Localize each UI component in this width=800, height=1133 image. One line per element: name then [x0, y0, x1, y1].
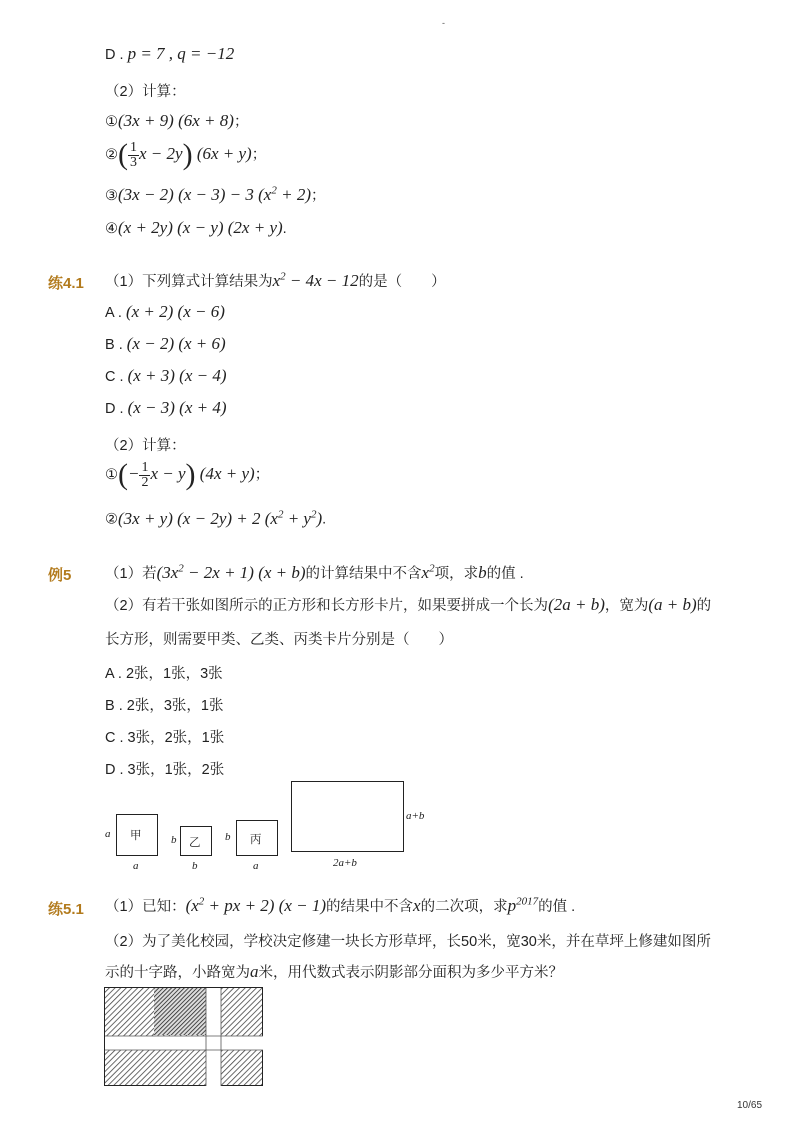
example-5-q1: （1）若$(3x^2 - 2x + 1) (x + b)$的计算结果中不含$x^2$项，求b的值 . — [105, 562, 524, 582]
card-bing — [236, 820, 278, 856]
option-d-line — [105, 44, 234, 64]
item-math: x − 2y — [139, 143, 183, 163]
part2-heading: （2）计算： — [105, 84, 186, 100]
calc-item-4 — [105, 218, 287, 238]
card-yi-label: 乙 — [189, 837, 201, 849]
example-5-q2-line1: （2）有若干张如图所示的正方形和长方形卡片，如果要拼成一个长为(2a + b)，宽为(a + b)的 — [105, 595, 712, 614]
item-number: ③ — [105, 188, 118, 204]
calc-item-2: ②(3x + y) (x − 2y) + 2 $(x^2 + y^2)$. — [105, 508, 327, 528]
item-tail: ； — [311, 188, 326, 204]
calc-item-3: ③(3x − 2) (x − 3) − 3 $(x^2 + 2)$； — [105, 184, 326, 204]
horizontal-road — [105, 1036, 263, 1050]
item-math: (x + 2y) (x − y) (2x + y) — [118, 218, 283, 237]
card-yi-bottom: b — [192, 860, 198, 872]
card-yi — [180, 826, 212, 856]
calc-item-1: ①(− $\frac{1}{2}$ x − y) (4x + y)； — [105, 458, 270, 491]
option-c: C . 3张，2张，1张 — [105, 730, 225, 746]
card-jia — [116, 814, 158, 856]
option-d-key: D . — [105, 47, 128, 63]
card-yi-side: b — [171, 834, 177, 846]
page-number: 10/65 — [737, 1100, 763, 1111]
item-math-after: (6x + y) — [196, 143, 252, 163]
exercise-4-1-q1: （1）下列算式计算结果为$x^2 - 4x - 12$的是（ ） — [105, 270, 446, 290]
exercise-5-1-q2-line1: （2）为了美化校园，学校决定修建一块长方形草坪，长50米，宽30米，并在草坪上修建如图所 — [105, 934, 711, 950]
calc-item-2: ②( $\frac{1}{3}$ x − 2y) (6x + y)； — [105, 138, 267, 171]
item-tail: ； — [233, 114, 249, 130]
exercise-5-1-q1: （1）已知：($x^2$ + px + 2) (x − 1)的结果中不含x的二次项，求$p^{2017}$的值 . — [105, 895, 576, 915]
example-5-q2-line2: 长方形，则需要甲类、乙类、丙类卡片分别是（ ） — [105, 632, 453, 648]
item-number: ① — [105, 114, 118, 130]
part2-heading: （2）计算： — [105, 438, 186, 454]
lawn-dark-patch — [154, 988, 206, 1035]
lawn-figure — [104, 987, 264, 1087]
item-number: ④ — [105, 221, 118, 237]
item-tail: ； — [251, 146, 267, 163]
fraction: $\frac{1}{2}$ — [141, 459, 149, 490]
fraction: $\frac{1}{3}$ — [130, 139, 137, 170]
option-d: D . (x − 3) (x + 4) — [105, 398, 227, 417]
option-d: D . 3张，1张，2张 — [105, 762, 225, 778]
exercise-label-5-1: 练5.1 — [48, 901, 84, 918]
exercise-label-4-1: 练4.1 — [48, 275, 84, 292]
card-jia-side: a — [105, 828, 111, 840]
target-bottom-label: 2a+b — [333, 857, 357, 869]
card-bing-bottom: a — [253, 860, 259, 872]
item-number: ② — [105, 146, 118, 163]
card-bing-label: 丙 — [250, 834, 262, 846]
target-side-label: a+b — [406, 810, 425, 822]
calc-item-1 — [105, 110, 248, 131]
option-a: A . 2张，1张，3张 — [105, 666, 223, 682]
card-jia-label: 甲 — [130, 830, 142, 842]
option-a: A . (x + 2) (x − 6) — [105, 302, 225, 321]
example-label-5: 例5 — [48, 567, 72, 584]
page-top-marker: - — [442, 18, 445, 28]
exercise-5-1-q2-line2: 示的十字路，小路宽为a米，用代数式表示阴影部分面积为多少平方米？ — [105, 962, 563, 981]
card-bing-side: b — [225, 831, 231, 843]
item-math: (3x + 9) (6x + 8) — [118, 111, 234, 130]
target-rectangle — [291, 781, 404, 852]
option-b: B . (x − 2) (x + 6) — [105, 334, 226, 353]
option-b: B . 2张，3张，1张 — [105, 698, 224, 714]
item-tail: . — [282, 221, 287, 237]
card-jia-bottom: a — [133, 860, 139, 872]
option-d-math: p = 7 , q = −12 — [127, 44, 235, 63]
option-c: C . (x + 3) (x − 4) — [105, 366, 227, 385]
